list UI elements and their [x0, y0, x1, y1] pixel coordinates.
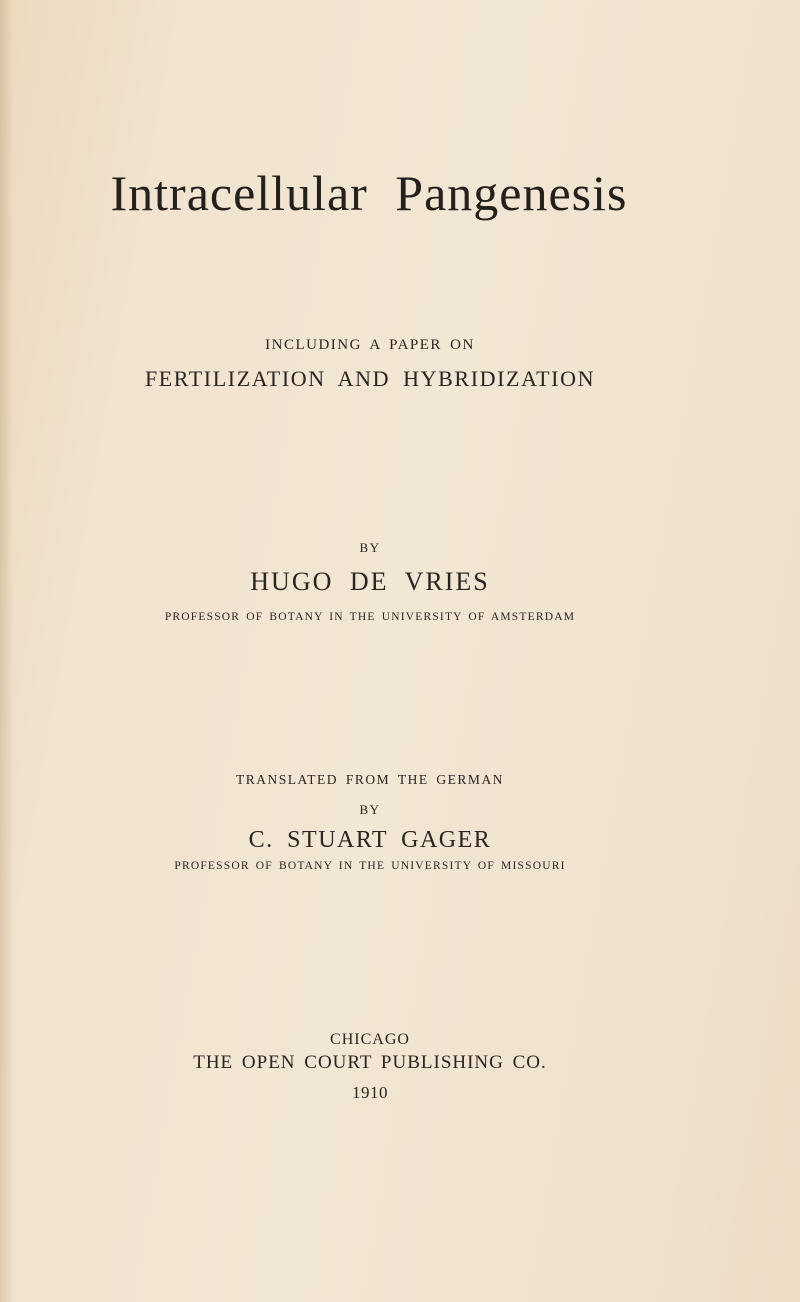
publication-year: 1910: [352, 1083, 388, 1102]
by-label-translator: BY: [359, 802, 381, 817]
subtitle-intro: INCLUDING A PAPER ON: [265, 337, 475, 353]
translated-line: TRANSLATED FROM THE GERMAN: [236, 772, 504, 787]
publisher-name: THE OPEN COURT PUBLISHING CO.: [193, 1052, 547, 1073]
translator-name: C. STUART GAGER: [248, 827, 492, 853]
translator-affiliation: PROFESSOR OF BOTANY IN THE UNIVERSITY OF MISSOURI: [174, 860, 566, 872]
author-name: HUGO DE VRIES: [250, 567, 490, 596]
book-title: Intracellular Pangenesis: [110, 165, 628, 221]
author-affiliation: PROFESSOR OF BOTANY IN THE UNIVERSITY OF AMSTERDAM: [164, 611, 576, 623]
subtitle-main: FERTILIZATION AND HYBRIDIZATION: [144, 366, 596, 391]
by-label-author: BY: [359, 540, 381, 555]
publication-place: CHICAGO: [330, 1031, 410, 1048]
